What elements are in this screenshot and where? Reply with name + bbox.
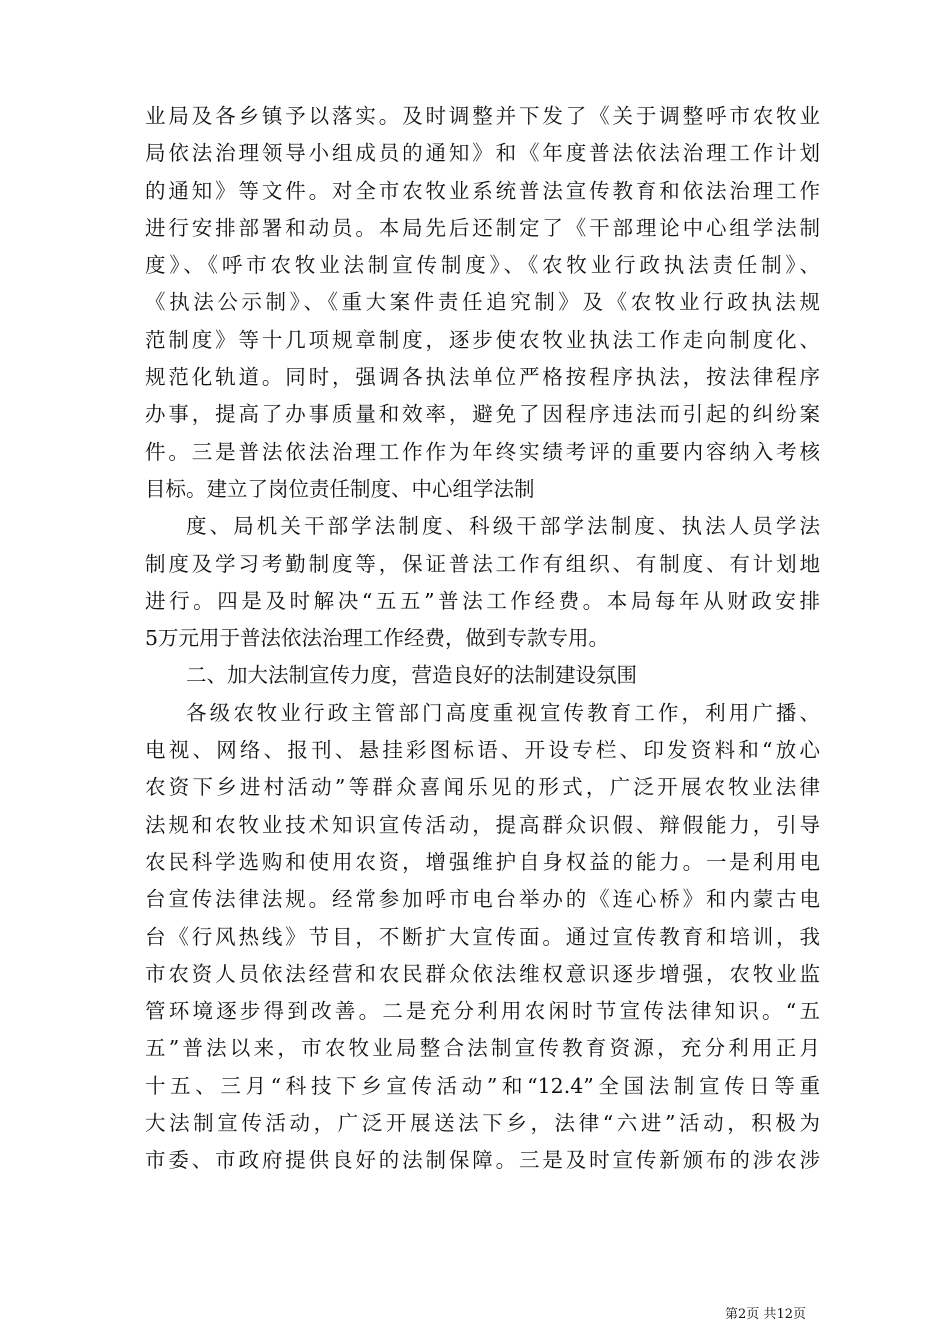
text-line-5: 度》、《呼市农牧业法制宣传制度》、《农牧业行政执法责任制》、 [145, 253, 820, 278]
text-line-12: 度、局机关干部学法制度、科级干部学法制度、执法人员学法 [186, 514, 820, 539]
text-line-23: 台《行风热线》节目，不断扩大宣传面。通过宣传教育和培训，我 [145, 924, 820, 949]
text-line-29: 市委、市政府提供良好的法制保障。三是及时宣传新颁布的涉农涉 [145, 1148, 820, 1173]
section-heading: 二、加大法制宣传力度，营造良好的法制建设氛围 [186, 663, 637, 688]
text-line-18: 电视、网络、报刊、悬挂彩图标语、开设专栏、印发资料和“放心 [145, 738, 820, 763]
text-line-20: 法规和农牧业技术知识宣传活动，提高群众识假、辩假能力，引导 [145, 812, 820, 837]
text-line-28: 大法制宣传活动，广泛开展送法下乡，法律“六进”活动，积极为 [145, 1111, 820, 1136]
text-line-10: 件。三是普法依法治理工作作为年终实绩考评的重要内容纳入考核 [145, 439, 820, 464]
text-line-3: 的通知》等文件。对全市农牧业系统普法宣传教育和依法治理工作 [145, 178, 820, 203]
text-line-24: 市农资人员依法经营和农民群众依法维权意识逐步增强，农牧业监 [145, 961, 820, 986]
text-line-21: 农民科学选购和使用农资，增强维护自身权益的能力。一是利用电 [145, 849, 820, 874]
text-line-8: 规范化轨道。同时，强调各执法单位严格按程序执法，按法律程序 [145, 365, 820, 390]
text-line-25: 管环境逐步得到改善。二是充分利用农闲时节宣传法律知识。“五 [145, 999, 820, 1024]
text-line-14: 进行。四是及时解决“五五”普法工作经费。本局每年从财政安排 [145, 588, 820, 613]
text-line-27: 十五、三月“科技下乡宣传活动”和“12.4”全国法制宣传日等重 [145, 1073, 820, 1098]
footer-total-pages: 12 [776, 1307, 793, 1322]
text-line-6: 《执法公示制》、《重大案件责任追究制》及《农牧业行政执法规 [145, 290, 820, 315]
body-text [145, 98, 820, 1180]
text-line-1: 业局及各乡镇予以落实。及时调整并下发了《关于调整呼市农牧业 [145, 104, 820, 128]
text-line-7: 范制度》等十几项规章制度，逐步使农牧业执法工作走向制度化、 [145, 327, 820, 352]
footer-prefix: 第 [725, 1307, 739, 1322]
footer-current-page: 2 [738, 1307, 747, 1322]
text-line-13: 制度及学习考勤制度等，保证普法工作有组织、有制度、有计划地 [145, 551, 820, 576]
footer-suffix: 页 [792, 1307, 806, 1322]
text-line-15: 5万元用于普法依法治理工作经费，做到专款专用。 [145, 626, 610, 651]
text-line-22: 台宣传法律法规。经常参加呼市电台举办的《连心桥》和内蒙古电 [145, 887, 820, 912]
text-line-2: 局依法治理领导小组成员的通知》和《年度普法依法治理工作计划 [145, 141, 820, 166]
text-line-19: 农资下乡进村活动”等群众喜闻乐见的形式，广泛开展农牧业法律 [145, 775, 820, 800]
text-line-11: 目标。建立了岗位责任制度、中心组学法制 [145, 476, 535, 501]
text-line-26: 五”普法以来，市农牧业局整合法制宣传教育资源，充分利用正月 [145, 1036, 820, 1061]
text-line-9: 办事，提高了办事质量和效率，避免了因程序违法而引起的纠纷案 [145, 402, 820, 427]
text-line-17: 各级农牧业行政主管部门高度重视宣传教育工作，利用广播、 [186, 700, 820, 725]
text-line-4: 进行安排部署和动员。本局先后还制定了《干部理论中心组学法制 [145, 215, 820, 240]
footer-middle: 页 共 [746, 1307, 777, 1322]
page-footer [0, 1303, 806, 1322]
